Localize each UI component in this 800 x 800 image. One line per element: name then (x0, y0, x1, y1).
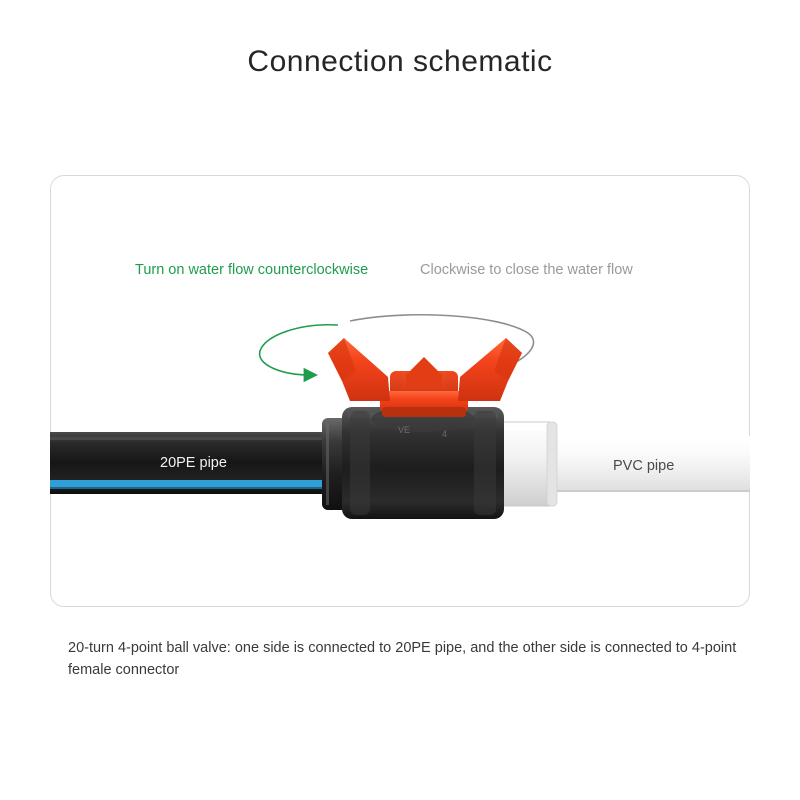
diagram-caption: 20-turn 4-point ball valve: one side is connected to 20PE pipe, and the other side is connected to 4-point female connector (68, 640, 737, 679)
label-counterclockwise: Turn on water flow counterclockwise (135, 262, 369, 278)
svg-text:4: 4 (442, 429, 448, 439)
pe-pipe-label: 20PE pipe (160, 455, 227, 471)
arrow-counterclockwise-icon (260, 325, 338, 375)
svg-text:VE: VE (398, 425, 411, 435)
pvc-pipe-label: PVC pipe (613, 458, 675, 474)
valve-body (342, 406, 504, 519)
diagram-stage (50, 175, 750, 607)
valve-handle[interactable] (328, 338, 522, 417)
page-title: Connection schematic (247, 45, 553, 78)
valve-illustration (50, 175, 750, 607)
label-clockwise: Clockwise to close the water flow (420, 262, 633, 278)
